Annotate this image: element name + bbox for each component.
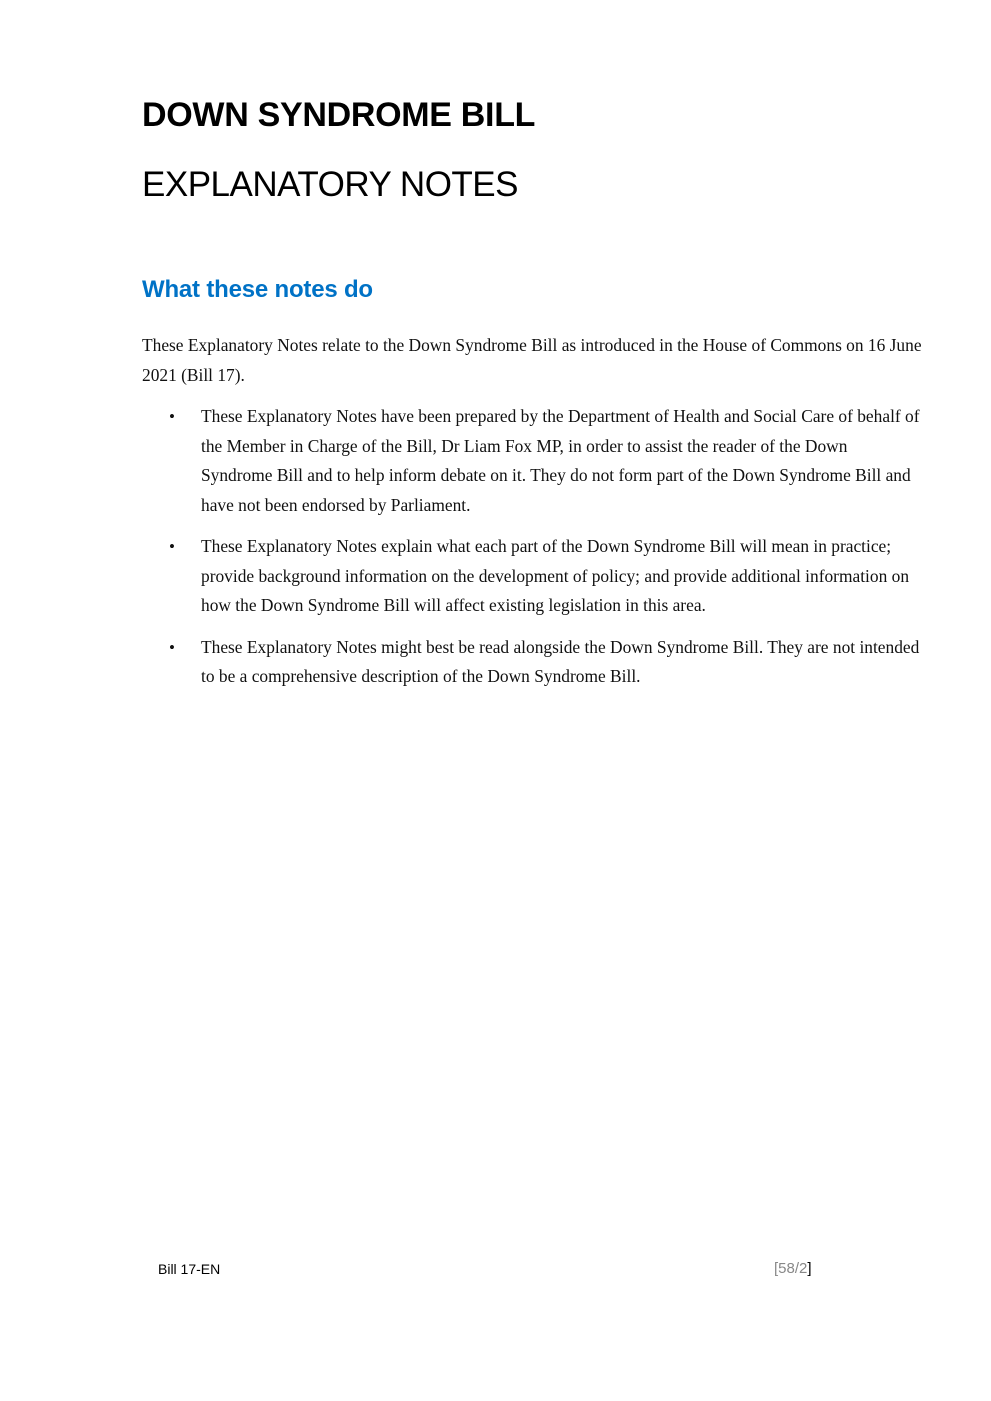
list-item <box>142 532 922 621</box>
document-title: DOWN SYNDROME BILL <box>142 96 536 134</box>
print-ref-close-bracket: ] <box>807 1260 812 1277</box>
section-heading: What these notes do <box>142 276 373 303</box>
print-ref-value: 58/2 <box>778 1260 808 1277</box>
list-item-text: These Explanatory Notes explain what each part of the Down Syndrome Bill will mean in practice; provide background information on the development of policy; and provide additional information on how the Down Syndrome Bill will affect existing legislation in this area. <box>201 536 910 615</box>
print-ref-open-bracket: [ <box>774 1260 779 1277</box>
bullet-icon: • <box>169 537 175 556</box>
list-item <box>142 402 922 520</box>
notes-bullet-list <box>142 402 922 704</box>
document-subtitle: EXPLANATORY NOTES <box>142 165 518 204</box>
list-item-text: These Explanatory Notes might best be read alongside the Down Syndrome Bill. They are not intended to be a comprehensive description of the Down Syndrome Bill. <box>201 636 920 686</box>
list-item-text: These Explanatory Notes have been prepared by the Department of Health and Social Care of behalf of the Member in Charge of the Bill, Dr Liam Fox MP, in order to assist the reader of the Down Syndrome Bill and to help inform debate on it. They do not form part of the Down Syndrome Bill and have not been endorsed by Parliament. <box>201 406 920 515</box>
footer-print-reference <box>774 1260 812 1277</box>
bullet-icon: • <box>169 637 175 657</box>
list-item <box>142 633 922 692</box>
footer-bill-reference: Bill 17-EN <box>158 1261 221 1277</box>
intro-paragraph: These Explanatory Notes relate to the Down Syndrome Bill as introduced in the House of Commons on 16 June 2021 (Bill 17). <box>142 335 922 385</box>
bullet-icon: • <box>169 407 175 426</box>
